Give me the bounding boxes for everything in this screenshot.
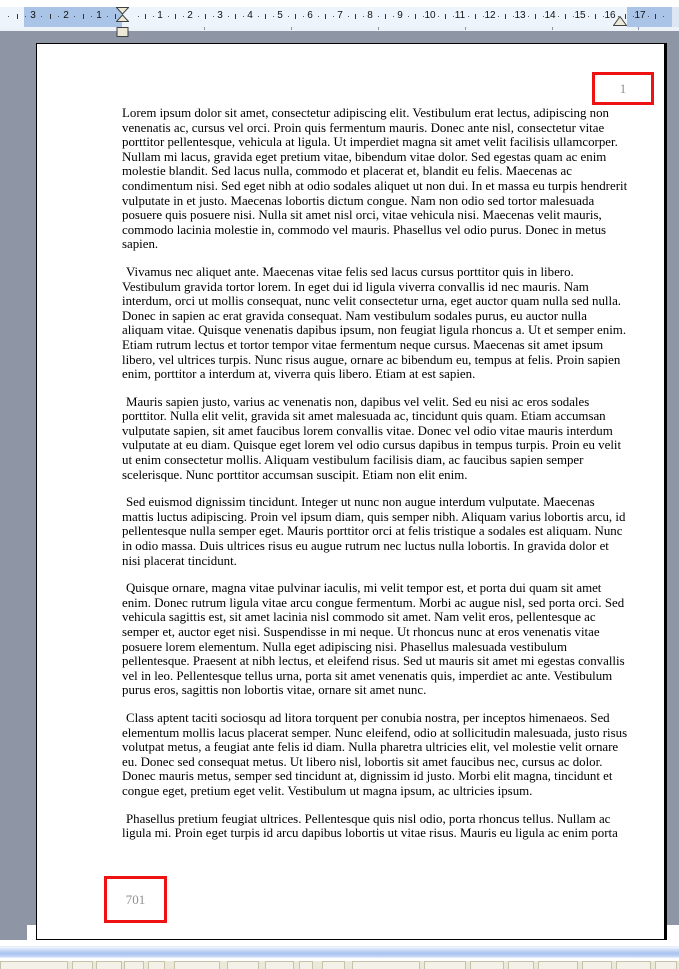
ruler-tick bbox=[588, 16, 589, 17]
ruler-tick bbox=[663, 16, 664, 17]
ruler-tick bbox=[91, 16, 92, 17]
ruler-tick bbox=[475, 14, 476, 19]
ruler-tick bbox=[445, 14, 446, 19]
ruler-tick bbox=[41, 16, 42, 17]
ruler-number: 8 bbox=[367, 10, 373, 21]
ruler-tick bbox=[198, 16, 199, 17]
ruler-tick bbox=[655, 14, 656, 19]
paragraph[interactable]: Sed euismod dignissim tincidunt. Integer ut nunc non augue interdum vulputate. Maecenas mattis luctus adipiscing. Proin vel ipsum diam, quis semper nibh. Aliquam varius lobortis arcu, id pellentesque nulla semper eget. Mauris porttitor orci at felis tristique a sodales est aliquam. Nunc in odio massa. Duis ultrices risus eu augue rutrum nec luctus nulla lobortis. In gravida dolor et nisi placerat tincidunt. bbox=[122, 495, 626, 568]
ruler-tick bbox=[17, 14, 18, 19]
ruler-tick bbox=[633, 16, 634, 17]
ruler-tick bbox=[273, 16, 274, 17]
taskbar-button[interactable] bbox=[508, 961, 534, 969]
ruler-number: 14 bbox=[544, 10, 556, 21]
ruler-tick bbox=[363, 16, 364, 17]
ruler-number: 1 bbox=[96, 10, 102, 21]
ruler-number: 10 bbox=[424, 10, 436, 21]
ruler-tick bbox=[288, 16, 289, 17]
taskbar-button[interactable] bbox=[72, 961, 93, 969]
ruler-number: 7 bbox=[337, 10, 343, 21]
ruler-number: 3 bbox=[30, 10, 36, 21]
ruler-tick bbox=[453, 16, 454, 17]
ruler-tick bbox=[385, 14, 386, 19]
header-page-number-box[interactable] bbox=[592, 72, 654, 105]
ruler-number: 1 bbox=[157, 10, 163, 21]
ruler-number: 9 bbox=[397, 10, 403, 21]
ruler-tick bbox=[393, 16, 394, 17]
ruler-tick bbox=[378, 16, 379, 17]
ruler-tick bbox=[153, 16, 154, 17]
ruler-tick-layer bbox=[0, 6, 679, 27]
ruler-number: 13 bbox=[514, 10, 526, 21]
ruler-tick bbox=[408, 16, 409, 17]
ruler-tick bbox=[543, 16, 544, 17]
ruler-tick bbox=[565, 14, 566, 19]
ruler-number: 3 bbox=[217, 10, 223, 21]
ruler-tick bbox=[355, 14, 356, 19]
paragraph[interactable]: Phasellus pretium feugiat ultrices. Pellentesque quis nisl odio, porta rhoncus tellus. Nullam ac ligula mi. Proin eget turpis id arcu dapibus lobortis ut vitae risus. Mauris eu ligula ac enim porta bbox=[122, 811, 618, 841]
ruler-tick bbox=[213, 16, 214, 17]
ruler-tick bbox=[183, 16, 184, 17]
ruler-number: 12 bbox=[484, 10, 496, 21]
ruler-tick bbox=[74, 16, 75, 17]
ruler-tick bbox=[333, 16, 334, 17]
paragraph[interactable]: Mauris sapien justo, varius ac venenatis non, dapibus vel velit. Sed eu nisi ac eros sodales porttitor. Nulla elit velit, gravida sit amet malesuada ac, tincidunt quis quam. Etiam accumsan vulputate sapien, sit amet faucibus lorem convallis vitae. Donec vel odio vitae mauris interdum vulputate at eu diam. Quisque eget lorem vel odio cursus dapibus in tempus turpis. Proin eu velit ut enim consectetur mollis. Aliquam vestibulum facilisis diam, ac faucibus sapien semper scelerisque. Nunc porttitor accumsan suscipit. Etiam non elit enim. bbox=[122, 394, 622, 482]
tab-stop-tick bbox=[378, 27, 379, 30]
ruler-tick bbox=[603, 16, 604, 17]
ruler-tick bbox=[295, 14, 296, 19]
ruler-tick bbox=[528, 16, 529, 17]
ruler-tick bbox=[498, 16, 499, 17]
taskbar-button[interactable] bbox=[352, 961, 420, 969]
ruler-tick bbox=[235, 14, 236, 19]
ruler-number: 2 bbox=[187, 10, 193, 21]
ruler-tick bbox=[228, 16, 229, 17]
paragraph[interactable]: Lorem ipsum dolor sit amet, consectetur adipiscing elit. Vestibulum erat lectus, adipiscing non venenatis ac, cursus vel orci. Proin quis fermentum mauris. Donec ante nisl, consectetur vitae porttitor pellentesque, vehicula at ligula. Ut imperdiet magna sit amet velit facilisis ullamcorper. Nullam mi lacus, gravida eget pretium vitae, bibendum vitae dolor. Sed egestas quam ac enim molestie blandit. Sed lacus nulla, commodo et placerat et, blandit eu felis. Maecenas ac condimentum nisi. Sed eget nibh at odio sodales aliquet ut non dui. In et massa eu turpis hendrerit vulputate in et justo. Maecenas lobortis dictum congue. Nam non odio sed tortor malesuada posuere quis posuere nisi. Nulla sit amet nisl orci, vitae vehicula nisi. Maecenas velit mauris, commodo lacinia molestie in, commodo vel mauris. Phasellus vel odio purus. Donec in metus sapien. bbox=[122, 106, 628, 252]
ruler-tick bbox=[243, 16, 244, 17]
paragraph[interactable]: Vivamus nec aliquet ante. Maecenas vitae felis sed lacus cursus porttitor quis in libero. Vestibulum gravida tortor lorem. In eget dui id ligula viverra convallis id nec mauris. Nam interdum, orci ut mollis consequat, nunc velit consectetur urna, eget auctor quam nulla sed nulla. Donec in sapien ac erat gravida consequat. Nam vestibulum sodales purus, eu auctor nulla aliquam vitae. Quisque venenatis dapibus ipsum, non feugiat ligula rhoncus a. Ut et semper enim. Etiam rutrum lectus et tortor tempor vitae fermentum neque cursus. Maecenas sit amet ipsum libero, vel ultrices turpis. Nunc risus augue, ornare ac bibendum eu, tempus at felis. Proin sapien enim, porttitor a interdum at, viverra quis libero. Etiam at est sapien. bbox=[122, 264, 627, 382]
ruler-tick bbox=[138, 16, 139, 17]
ruler-tick bbox=[513, 16, 514, 17]
taskbar-button[interactable] bbox=[148, 961, 165, 969]
ruler-tick bbox=[415, 14, 416, 19]
tab-stop-tick bbox=[204, 27, 205, 30]
ruler-tick bbox=[423, 16, 424, 17]
ruler-tick bbox=[205, 14, 206, 19]
ruler-tick bbox=[468, 16, 469, 17]
taskbar-button[interactable] bbox=[227, 961, 259, 969]
document-page[interactable] bbox=[36, 43, 667, 940]
ruler-tick bbox=[107, 16, 108, 17]
ruler-tick bbox=[58, 16, 59, 17]
tab-stop-tick bbox=[465, 27, 466, 30]
ruler-number: 15 bbox=[574, 10, 586, 21]
ruler-tick bbox=[558, 16, 559, 17]
ruler-tick bbox=[318, 16, 319, 17]
taskbar-button[interactable] bbox=[299, 961, 313, 969]
ruler-number: 5 bbox=[277, 10, 283, 21]
taskbar-button[interactable] bbox=[538, 961, 578, 969]
ruler-tick bbox=[175, 14, 176, 19]
taskbar-button[interactable] bbox=[470, 961, 504, 969]
ruler-tick bbox=[595, 14, 596, 19]
view-buttons-area[interactable] bbox=[0, 925, 27, 940]
ruler-number: 2 bbox=[63, 10, 69, 21]
ruler-tick bbox=[50, 14, 51, 19]
ruler-tick bbox=[83, 14, 84, 19]
ruler-tick bbox=[573, 16, 574, 17]
ruler-number: 4 bbox=[247, 10, 253, 21]
taskbar-button[interactable] bbox=[582, 961, 612, 969]
horizontal-scrollbar-thumb[interactable] bbox=[0, 946, 679, 958]
taskbar-strip bbox=[0, 961, 679, 969]
indent-markers-icon[interactable] bbox=[116, 7, 129, 38]
tab-stop-tick bbox=[552, 27, 553, 30]
ruler-tick bbox=[145, 14, 146, 19]
ruler-tick bbox=[505, 14, 506, 19]
ruler-number: 16 bbox=[604, 10, 616, 21]
taskbar-button[interactable] bbox=[322, 961, 345, 969]
taskbar-button[interactable] bbox=[96, 961, 122, 969]
taskbar-button[interactable] bbox=[124, 961, 144, 969]
footer-page-number-box[interactable] bbox=[104, 876, 167, 923]
ruler-tick bbox=[303, 16, 304, 17]
ruler-tick bbox=[258, 16, 259, 17]
ruler-tick bbox=[25, 16, 26, 17]
ruler-number: 11 bbox=[454, 10, 466, 21]
ruler-tick bbox=[8, 16, 9, 17]
document-body-text[interactable] bbox=[122, 106, 629, 854]
taskbar-button[interactable] bbox=[424, 961, 466, 969]
ruler-tick bbox=[348, 16, 349, 17]
header-page-number: 1 bbox=[619, 80, 627, 96]
right-indent-marker-icon[interactable] bbox=[613, 16, 627, 27]
ruler-tick bbox=[168, 16, 169, 17]
taskbar-button[interactable] bbox=[265, 961, 294, 969]
taskbar-button[interactable] bbox=[616, 961, 651, 969]
ruler-number: 17 bbox=[634, 10, 646, 21]
ruler-tick bbox=[265, 14, 266, 19]
tab-stop-tick bbox=[638, 27, 639, 30]
footer-page-number: 701 bbox=[125, 891, 146, 907]
taskbar-button[interactable] bbox=[655, 961, 677, 969]
ruler-tick bbox=[535, 14, 536, 19]
ruler-tick bbox=[325, 14, 326, 19]
taskbar-button[interactable] bbox=[174, 961, 220, 969]
ruler-tick bbox=[483, 16, 484, 17]
ruler-number: 6 bbox=[307, 10, 313, 21]
paragraph[interactable]: Class aptent taciti sociosqu ad litora torquent per conubia nostra, per inceptos himenaeos. Sed elementum mollis lacus placerat semper. Nunc eleifend, odio at sollicitudin malesuada, justo risus volutpat metus, a feugiat ante felis id diam. Nulla pharetra ultricies elit, vel molestie velit ornare eu. Donec sed consequat metus. Ut libero nisl, lobortis sit amet faucibus nec, cursus ac dolor. Donec mauris metus, semper sed tincidunt at, dignissim id justo. Morbi elit magna, tincidunt et congue eget, pretium eget velit. Vestibulum ut magna ipsum, ac ultricies ipsum. bbox=[122, 710, 628, 798]
ruler-tick bbox=[438, 16, 439, 17]
ruler-tick bbox=[648, 16, 649, 17]
paragraph[interactable]: Quisque ornare, magna vitae pulvinar iaculis, mi velit tempor est, et porta dui quam sit amet enim. Donec rutrum ligula vitae arcu congue fermentum. Morbi ac augue nisl, sed porta orci. Sed vehicula sagittis est, sit amet lacinia nisl commodo sit amet. Nam velit eros, pellentesque ac semper et, auctor eget nisi. Suspendisse in mi neque. Ut rhoncus nunc at eros venenatis vitae posuere lorem elementum. Nulla eget adipiscing nisi. Phasellus malesuada vestibulum pellentesque. Praesent at nibh lectus, et eleifend risus. Sed ut mauris sit amet mi egestas convallis vel in leo. Pellentesque tellus urna, porta sit amet venenatis quis, imperdiet ac ante. Vestibulum purus eros, sagittis non lobortis vitae, ornare sit amet nunc. bbox=[122, 581, 625, 698]
tab-stop-tick bbox=[291, 27, 292, 30]
taskbar-button[interactable] bbox=[0, 961, 68, 969]
